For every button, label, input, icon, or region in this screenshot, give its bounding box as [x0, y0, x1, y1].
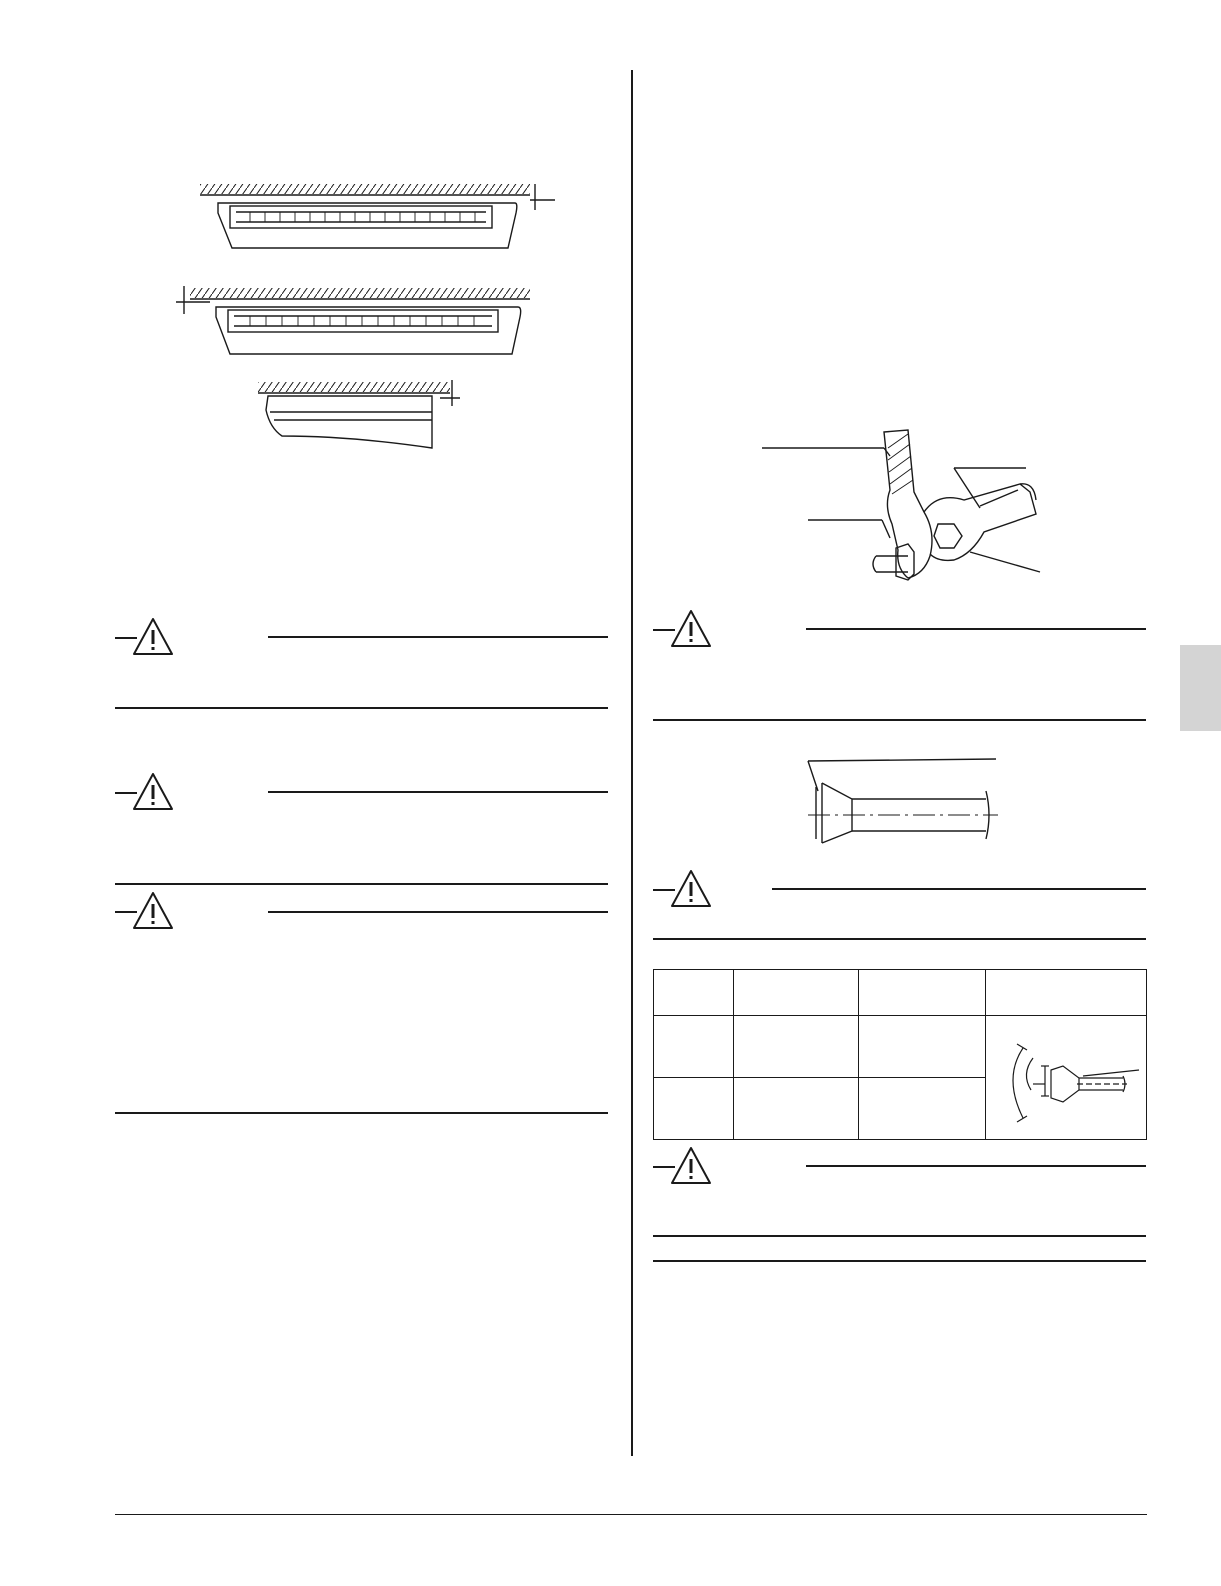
caution-rule-top [772, 888, 1146, 890]
table-header-cell [734, 970, 859, 1016]
flare-pipe-figure [800, 755, 1004, 851]
caution-rule-bottom [653, 1235, 1146, 1237]
ceiling-unit-figure [170, 178, 560, 458]
caution-rule-bottom [115, 707, 608, 709]
table-header-cell [654, 970, 734, 1016]
unit-front-tilted [176, 286, 530, 354]
table-cell-figure [986, 1016, 1147, 1140]
warning-triangle-icon [653, 1145, 713, 1187]
flare-angle-diagram [987, 1018, 1145, 1138]
table-header-cell [986, 970, 1147, 1016]
table-cell [654, 1078, 734, 1140]
caution-rule-top [806, 1165, 1146, 1167]
wrench-figure [758, 428, 1048, 588]
caution-rule-bottom [653, 719, 1146, 721]
table-cell [654, 1016, 734, 1078]
caution-rule-bottom [653, 938, 1146, 940]
table-cell [859, 1016, 986, 1078]
warning-triangle-icon [653, 608, 713, 650]
caution-rule-top [268, 791, 608, 793]
caution-rule-top [806, 628, 1146, 630]
caution-rule-bottom [115, 883, 608, 885]
table-cell [734, 1078, 859, 1140]
column-divider [631, 70, 633, 1456]
table-cell [734, 1016, 859, 1078]
warning-triangle-icon [115, 771, 175, 813]
caution-rule-top [268, 636, 608, 638]
unit-front-level [200, 184, 555, 248]
warning-triangle-icon [653, 868, 713, 910]
table-cell [859, 1078, 986, 1140]
section-rule [653, 1260, 1146, 1262]
side-index-tab [1180, 645, 1221, 731]
warning-triangle-icon [115, 890, 175, 932]
footer-rule [115, 1514, 1147, 1515]
caution-rule-bottom [115, 1112, 608, 1114]
table-header-cell [859, 970, 986, 1016]
unit-side [258, 380, 460, 448]
warning-triangle-icon [115, 616, 175, 658]
caution-rule-top [268, 911, 608, 913]
flare-spec-table [653, 969, 1147, 1140]
